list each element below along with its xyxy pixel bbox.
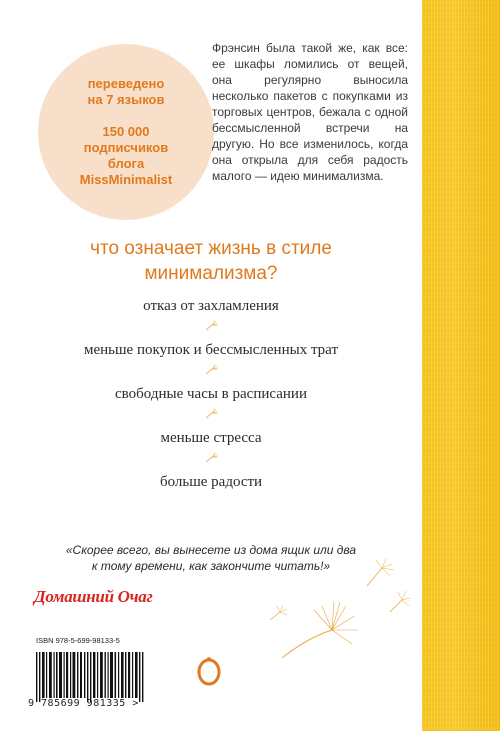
benefits-list — [0, 296, 422, 516]
section-heading — [0, 236, 422, 286]
list-item — [0, 340, 422, 384]
dandelion-seed-icon — [203, 364, 219, 376]
list-item — [0, 296, 422, 340]
dandelion-illustration — [262, 558, 412, 668]
heading-line: что означает жизнь в стиле — [90, 238, 332, 259]
yellow-spine-stripe — [422, 0, 500, 731]
list-item — [0, 472, 422, 516]
badge-line: переведено — [87, 76, 165, 91]
translation-badge — [38, 44, 214, 220]
list-item-text: отказ от захламления — [143, 298, 279, 314]
barcode-number: 9 785699 981335 > — [28, 698, 139, 709]
badge-line: подписчиков — [83, 140, 169, 155]
quote-line: к тому времени, как закончите читать!» — [91, 559, 331, 573]
isbn-label: ISBN 978-5-699-98133-5 — [36, 636, 120, 645]
badge-line: MissMinimalist — [79, 172, 173, 187]
list-item-text: свободные часы в расписании — [115, 386, 307, 402]
badge-line: на 7 языков — [87, 92, 165, 107]
magazine-logo: Домашний Очаг — [34, 587, 153, 606]
heading-line: минимализма? — [144, 263, 278, 284]
list-item-text: меньше стресса — [160, 430, 262, 446]
list-item-text: больше радости — [159, 474, 263, 490]
list-item — [0, 384, 422, 428]
dandelion-seed-icon — [203, 408, 219, 420]
publisher-logo-icon — [196, 656, 222, 686]
list-item-text: меньше покупок и бессмысленных трат — [83, 342, 339, 358]
dandelion-seed-icon — [203, 320, 219, 332]
dandelion-seed-icon — [203, 452, 219, 464]
intro-paragraph — [212, 40, 408, 184]
list-item — [0, 428, 422, 472]
intro-text: Фрэнсин была такой же, как все: ее шкафы ломились от вещей, она регулярно выносила несколько пакетов с покупками из торговых центров, бежала с одной бессмысленной встречи на другую. Но все изменилось, когда она открыла для себя радость малого — идею минимализма. — [212, 41, 408, 183]
badge-line: блога — [107, 156, 145, 171]
quote-line: «Скорее всего, вы вынесете из дома ящик или два — [65, 543, 357, 557]
badge-line: 150 000 — [102, 124, 150, 139]
